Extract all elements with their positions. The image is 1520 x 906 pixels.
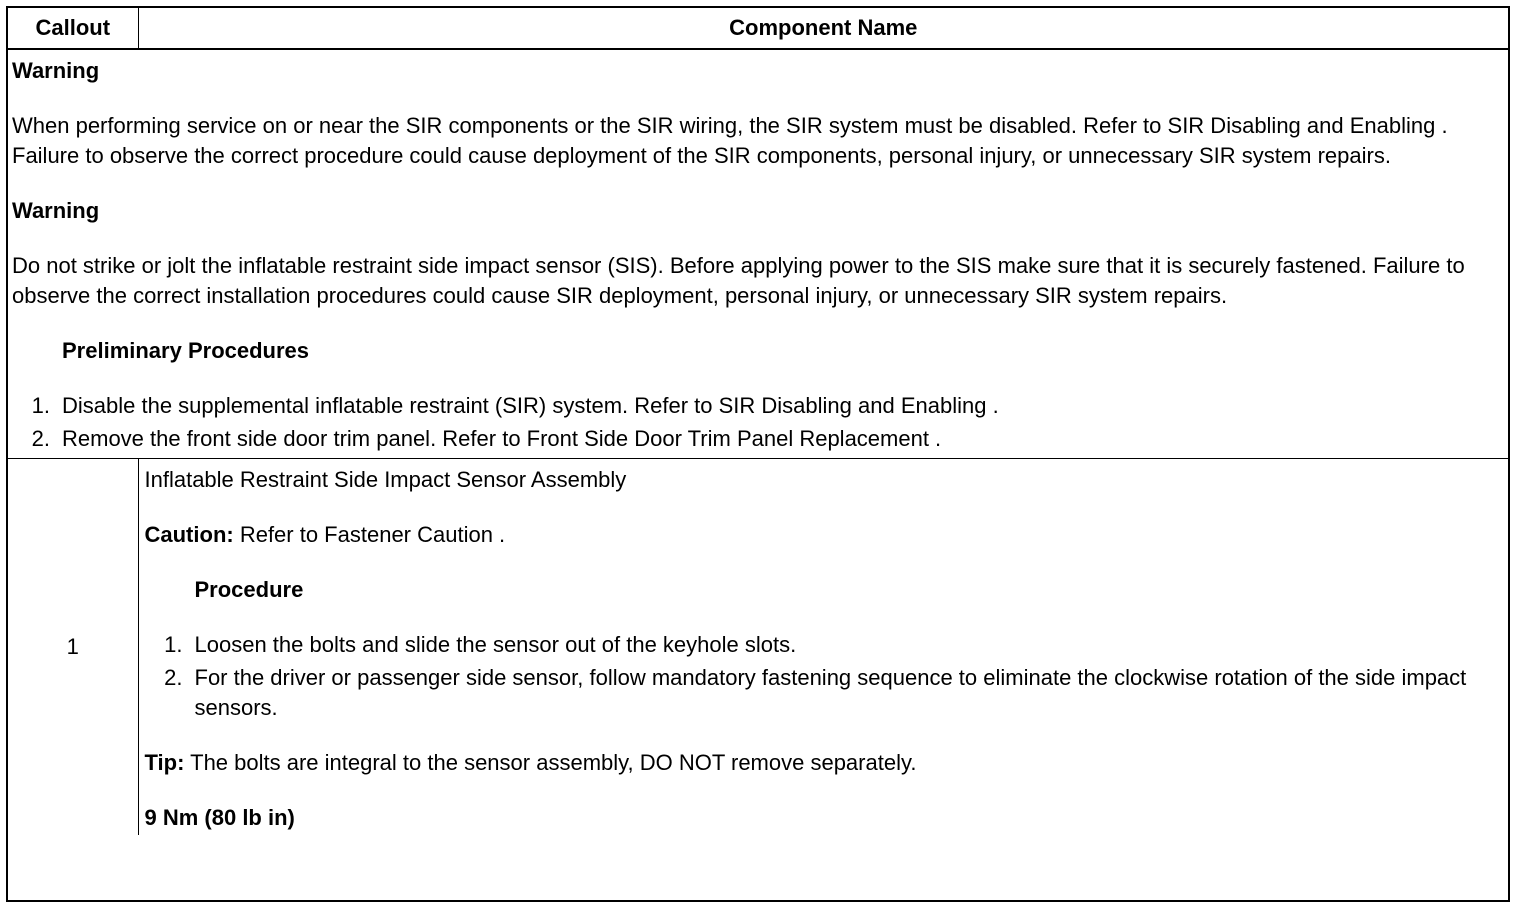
list-item — [12, 391, 1504, 421]
intro-cell — [8, 49, 1508, 459]
caution-text: Refer to Fastener Caution . — [233, 522, 506, 547]
callout-number: 1 — [8, 459, 138, 836]
component-table-frame — [6, 6, 1510, 902]
component-name: Inflatable Restraint Side Impact Sensor Assembly — [144, 467, 627, 492]
procedure-steps-list — [145, 630, 1503, 723]
step-text: For the driver or passenger side sensor, follow mandatory fastening sequence to eliminate the clockwise rotation of the side impact sensors. — [194, 665, 1467, 720]
step-number: 2. — [164, 665, 183, 690]
step-text: Loosen the bolts and slide the sensor out of the keyhole slots. — [194, 632, 797, 657]
intro-row — [8, 49, 1508, 459]
component-name-header: Component Name — [138, 8, 1508, 49]
tip-line — [145, 748, 1503, 778]
warning-text: When performing service on or near the SIR components or the SIR wiring, the SIR system must be disabled. Refer to SIR Disabling and Enabling . Failure to observe the correct procedure could cause deployment of the SIR components, personal injury, or unnecessary SIR system repairs. — [12, 113, 1448, 168]
warning-text: Do not strike or jolt the inflatable restraint side impact sensor (SIS). Before applying power to the SIS make sure that it is securely fastened. Failure to observe the correct installation procedures could cause SIR deployment, personal injury, or unnecessary SIR system repairs. — [12, 253, 1465, 308]
list-item — [145, 663, 1503, 723]
warning-title: Warning — [12, 58, 100, 83]
caution-label: Caution: — [144, 522, 234, 547]
callout-header: Callout — [8, 8, 138, 49]
step-number: 1. — [31, 393, 50, 418]
tip-label: Tip: — [144, 750, 185, 775]
list-item — [145, 630, 1503, 660]
header-row — [8, 8, 1508, 49]
preliminary-steps-list — [12, 391, 1504, 454]
caution-line — [145, 520, 1503, 550]
warning-title: Warning — [12, 198, 100, 223]
step-number: 2. — [31, 426, 50, 451]
torque-spec: 9 Nm (80 lb in) — [144, 805, 295, 830]
table-row — [8, 459, 1508, 836]
procedure-title: Procedure — [194, 577, 304, 602]
step-text: Remove the front side door trim panel. Refer to Front Side Door Trim Panel Replacement . — [62, 426, 942, 451]
step-number: 1. — [164, 632, 183, 657]
list-item — [12, 424, 1504, 454]
step-text: Disable the supplemental inflatable restraint (SIR) system. Refer to SIR Disabling and Enabling . — [62, 393, 999, 418]
preliminary-procedures-title: Preliminary Procedures — [62, 338, 310, 363]
tip-text: The bolts are integral to the sensor assembly, DO NOT remove separately. — [184, 750, 917, 775]
component-cell — [138, 459, 1508, 836]
component-table — [8, 8, 1508, 835]
